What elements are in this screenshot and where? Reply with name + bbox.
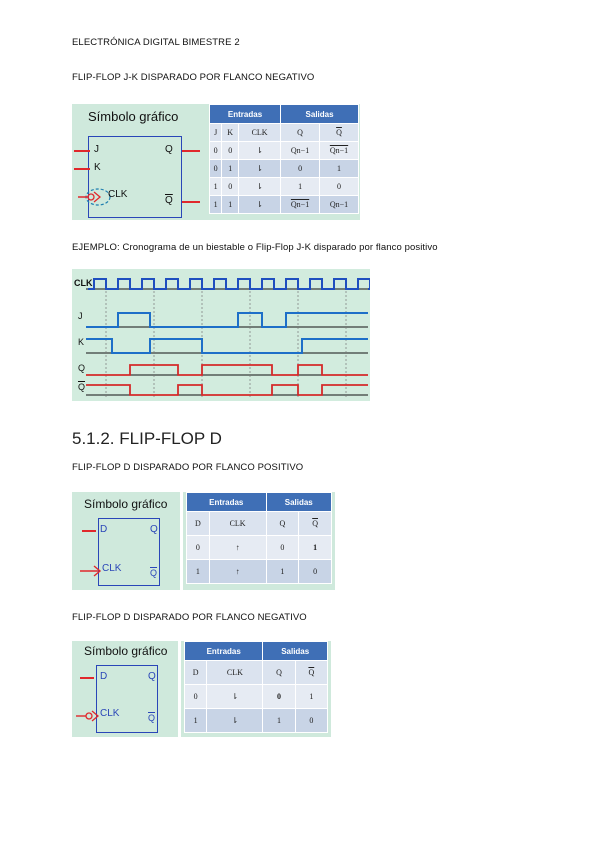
table-cell: ⇂ (239, 160, 281, 178)
table-cell: ⇂ (207, 709, 263, 733)
table-cell: 1 (210, 196, 222, 214)
table-cell: Qn−1 (320, 142, 359, 160)
jk-section-title: FLIP-FLOP J-K DISPARADO POR FLANCO NEGATIVO (72, 72, 315, 83)
jk-q-line (182, 150, 200, 152)
table-cell: 1 (320, 160, 359, 178)
table-cell: ↑ (209, 560, 266, 584)
d-pos-symbol-title: Símbolo gráfico (84, 497, 168, 511)
chrono-j-label: J (78, 311, 83, 321)
d-pos-inputs-header: Entradas (187, 493, 267, 512)
d-pos-col-d: D (187, 512, 210, 536)
d-neg-clk-bubble-icon (76, 709, 102, 723)
chrono-q-wave (86, 365, 368, 375)
chrono-j-wave (86, 313, 368, 327)
table-cell: 0 (281, 160, 320, 178)
chrono-k-label: K (78, 337, 85, 347)
d-pos-outputs-header: Salidas (266, 493, 332, 512)
jk-qbar-line (182, 201, 200, 203)
table-cell: 0 (299, 560, 332, 584)
jk-symbol-panel (72, 104, 206, 220)
jk-col-clk: CLK (239, 124, 281, 142)
d-neg-symbol-panel (72, 641, 178, 737)
section-d-heading: 5.1.2. FLIP-FLOP D (72, 429, 222, 448)
table-cell: 1 (222, 196, 239, 214)
table-cell: 0 (320, 178, 359, 196)
table-cell: 0 (263, 685, 295, 709)
jk-j-line (74, 150, 90, 152)
jk-k-line (74, 168, 90, 170)
d-neg-d-label: D (100, 671, 108, 682)
table-cell: 1 (210, 178, 222, 196)
d-neg-inputs-header: Entradas (185, 642, 263, 661)
table-cell: ⇂ (239, 178, 281, 196)
d-pos-q-label: Q (150, 524, 158, 535)
table-cell: Qn−1 (281, 196, 320, 214)
d-pos-clk-label: CLK (102, 563, 122, 574)
d-pos-symbol-panel (72, 492, 180, 590)
jk-qbar-label: $\overline{Q}$ (165, 195, 173, 206)
table-cell: 0 (187, 536, 210, 560)
table-cell: 0 (222, 178, 239, 196)
d-pos-truth-table (186, 492, 332, 584)
table-cell: 1 (295, 685, 327, 709)
jk-col-q: Q (281, 124, 320, 142)
chrono-k-wave (86, 339, 368, 353)
jk-q-label: Q (165, 144, 173, 155)
table-cell: 1 (185, 709, 207, 733)
table-cell: 1 (263, 709, 295, 733)
table-cell: Qn−1 (281, 142, 320, 160)
d-neg-title: FLIP-FLOP D DISPARADO POR FLANCO NEGATIVO (72, 612, 307, 623)
table-cell: 0 (210, 160, 222, 178)
d-neg-truth-table (184, 641, 328, 733)
table-cell: 1 (299, 536, 332, 560)
jk-col-qbar: $\overline{Q}$ (320, 124, 359, 142)
table-cell: 1 (187, 560, 210, 584)
d-neg-d-line (80, 677, 94, 679)
table-cell: 0 (185, 685, 207, 709)
table-cell: 0 (295, 709, 327, 733)
d-pos-col-qbar: $\overline{Q}$ (299, 512, 332, 536)
chrono-q-label: Q (78, 363, 86, 373)
d-neg-q-label: Q (148, 671, 156, 682)
chrono-qbar-wave (86, 385, 368, 395)
jk-inputs-header: Entradas (210, 105, 281, 124)
table-cell: ↑ (209, 536, 266, 560)
d-neg-outputs-header: Salidas (263, 642, 328, 661)
table-cell: Qn−1 (320, 196, 359, 214)
table-cell: 0 (266, 536, 299, 560)
table-cell: ⇂ (239, 196, 281, 214)
jk-outputs-header: Salidas (281, 105, 359, 124)
jk-col-k: K (222, 124, 239, 142)
d-pos-col-q: Q (266, 512, 299, 536)
table-cell: 1 (281, 178, 320, 196)
jk-truth-table (209, 104, 359, 214)
table-cell: ⇂ (207, 685, 263, 709)
d-pos-qbar-label: $\overline{Q}$ (150, 568, 158, 578)
jk-symbol-title: Símbolo gráfico (88, 109, 179, 124)
d-neg-col-d: D (185, 661, 207, 685)
d-pos-title: FLIP-FLOP D DISPARADO POR FLANCO POSITIVO (72, 462, 304, 473)
jk-col-j: J (210, 124, 222, 142)
chrono-qbar-label: $\overline{Q}$ (78, 382, 86, 392)
table-cell: ⇂ (239, 142, 281, 160)
document-header: ELECTRÓNICA DIGITAL BIMESTRE 2 (72, 37, 240, 48)
d-neg-col-qbar: $\overline{Q}$ (295, 661, 327, 685)
jk-k-label: K (94, 162, 101, 173)
chrono-clk-label: CLK (74, 278, 93, 288)
chrono-clk-wave (88, 279, 370, 289)
table-cell: 0 (222, 142, 239, 160)
d-neg-col-clk: CLK (207, 661, 263, 685)
d-neg-clk-label: CLK (100, 708, 120, 719)
d-pos-d-label: D (100, 524, 108, 535)
d-pos-d-line (82, 530, 96, 532)
example-caption: EJEMPLO: Cronograma de un biestable o Flip-Flop J-K disparado por flanco positivo (72, 242, 438, 253)
table-cell: 1 (266, 560, 299, 584)
jk-clk-label: CLK (108, 189, 128, 200)
chronogram-plot (72, 269, 370, 401)
d-neg-symbol-title: Símbolo gráfico (84, 644, 168, 658)
jk-j-label: J (94, 144, 99, 155)
d-pos-col-clk: CLK (209, 512, 266, 536)
table-cell: 1 (222, 160, 239, 178)
d-neg-col-q: Q (263, 661, 295, 685)
d-neg-qbar-label: $\overline{Q}$ (148, 713, 156, 723)
jk-chronogram (72, 269, 370, 401)
table-cell: 0 (210, 142, 222, 160)
